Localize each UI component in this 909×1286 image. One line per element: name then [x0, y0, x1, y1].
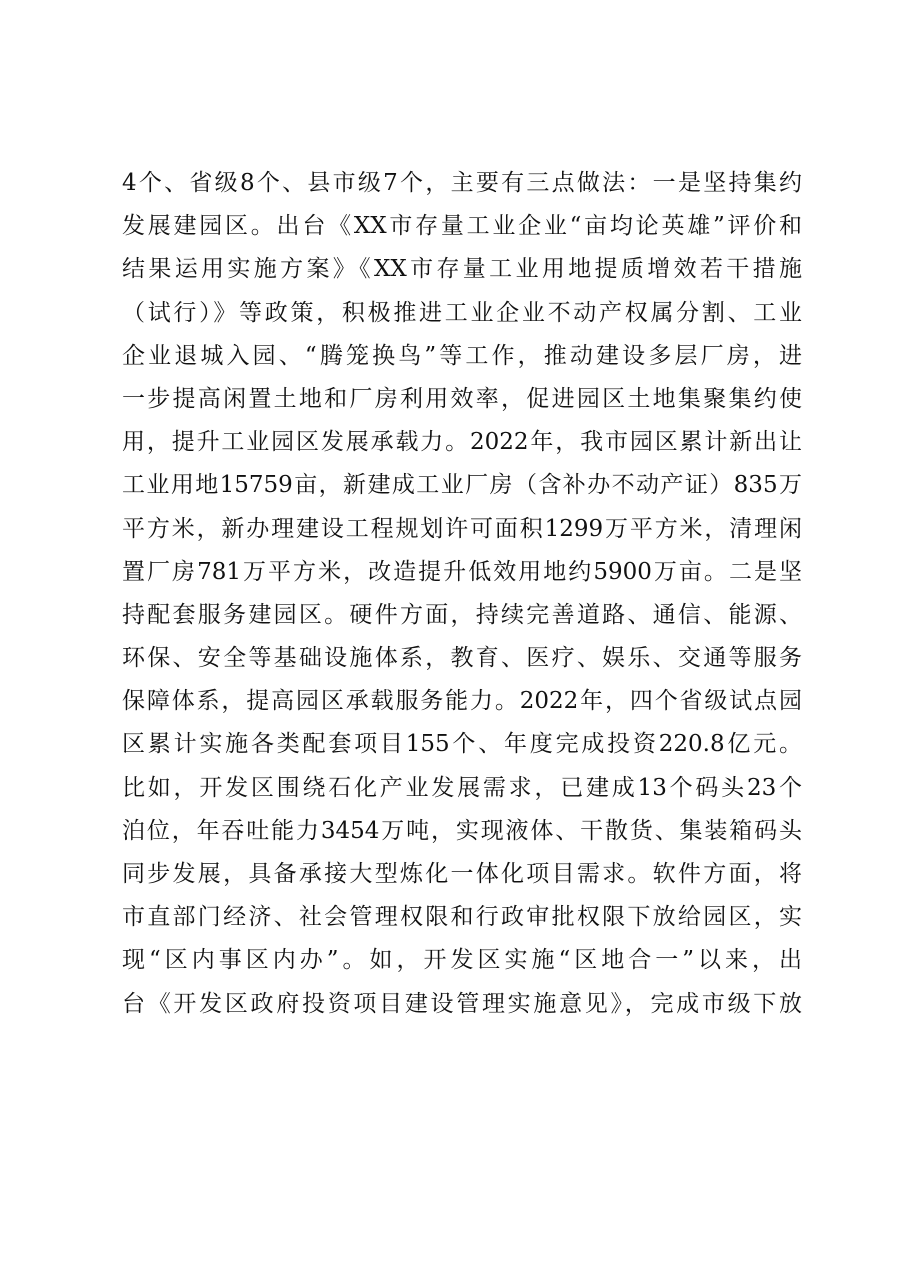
text-line: 结果运用实施方案》《XX市存量工业用地提质增效若干措施 — [122, 256, 802, 283]
text-line: 发展建园区。出台《XX市存量工业企业“亩均论英雄”评价和 — [122, 213, 802, 240]
text-line: 一步提高闲置土地和厂房利用效率，促进园区土地集聚集约使 — [122, 385, 802, 412]
text-line: 用，提升工业园区发展承载力。2022年，我市园区累计新出让 — [122, 429, 802, 456]
text-line: 泊位，年吞吐能力3454万吨，实现液体、干散货、集装箱码头 — [122, 817, 802, 844]
body-text — [122, 162, 802, 1026]
text-line: 工业用地15759亩，新建成工业厂房（含补办不动产证）835万 — [122, 472, 802, 499]
text-line: 持配套服务建园区。硬件方面，持续完善道路、通信、能源、 — [122, 601, 802, 628]
text-line: 台《开发区政府投资项目建设管理实施意见》，完成市级下放 — [122, 990, 802, 1017]
text-line: 现“区内事区内办”。如，开发区实施“区地合一”以来，出 — [122, 947, 802, 974]
text-line: 比如，开发区围绕石化产业发展需求，已建成13个码头23个 — [122, 774, 802, 801]
text-line: 置厂房781万平方米，改造提升低效用地约5900万亩。二是坚 — [122, 558, 802, 585]
text-line: 同步发展，具备承接大型炼化一体化项目需求。软件方面，将 — [122, 861, 802, 887]
text-line: 区累计实施各类配套项目155个、年度完成投资220.8亿元。 — [122, 731, 802, 758]
text-line: 市直部门经济、社会管理权限和行政审批权限下放给园区，实 — [122, 904, 802, 931]
text-line: 4个、省级8个、县市级7个，主要有三点做法：一是坚持集约 — [122, 170, 802, 196]
text-line: 平方米，新办理建设工程规划许可面积1299万平方米，清理闲 — [122, 515, 802, 542]
text-line: 保障体系，提高园区承载服务能力。2022年，四个省级试点园 — [122, 688, 802, 715]
text-line: 企业退城入园、“腾笼换鸟”等工作，推动建设多层厂房，进 — [122, 342, 802, 369]
text-line: 环保、安全等基础设施体系，教育、医疗、娱乐、交通等服务 — [122, 645, 802, 672]
text-line: （试行）》等政策，积极推进工业企业不动产权属分割、工业 — [122, 299, 802, 326]
